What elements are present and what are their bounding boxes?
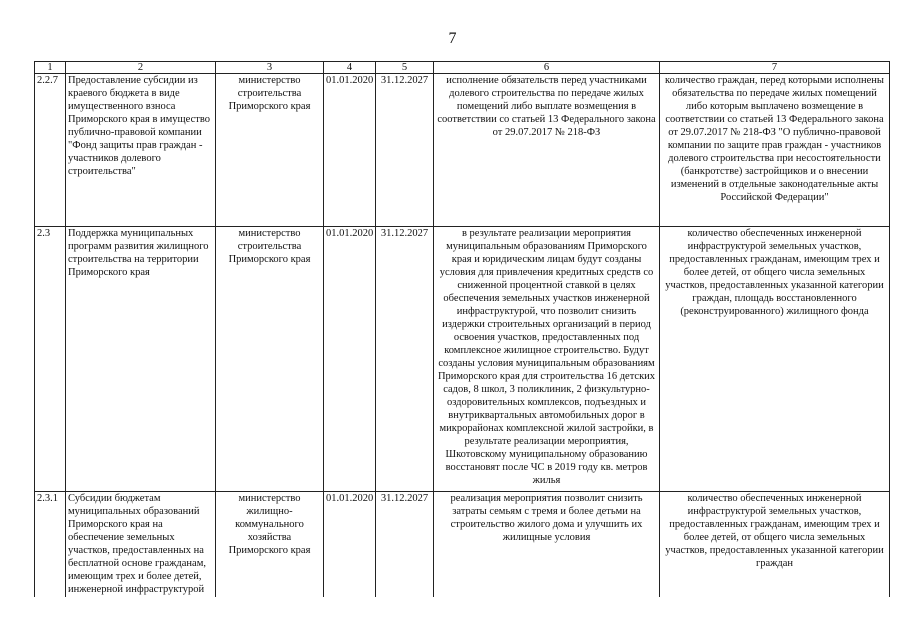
end-date: 31.12.2027	[376, 227, 434, 492]
row-number: 2.2.7	[35, 74, 66, 227]
expected-result: в результате реализации мероприятия муниципальным образованиям Приморского края и юридическим лицам будут созданы условия для привлечения кредитных средств со сниженной процентной ставкой в целях обеспечения земельных участков инженерной инфраструктурой, что позволит снизить издержки строительных организаций в период освоения участков, предоставленных под комплексное жилищное строительство. Будут созданы условия муниципальным образованиям Приморского края для строительства 16 детских садов, 8 школ, 3 поликлиник, 2 физкультурно-оздоровительных комплексов, подъездных и внутриквартальных автомобильных дорог в микрорайонах комплексной жилой застройки, в результате реализации мероприятия, Шкотовскому муниципальному образованию восстановят после ЧС в 2019 году кв. метров жилья	[434, 227, 660, 492]
table-row	[35, 74, 890, 227]
indicator: количество обеспеченных инженерной инфраструктурой земельных участков, предоставленных гражданам, имеющим трех и более детей, от общего числа земельных участков, предоставленных указанной категории граждан	[660, 492, 890, 598]
responsible-executor: министерство строительства Приморского края	[216, 74, 324, 227]
column-header-5: 5	[376, 62, 434, 74]
start-date: 01.01.2020	[324, 74, 376, 227]
end-date: 31.12.2027	[376, 492, 434, 598]
indicator: количество обеспеченных инженерной инфраструктурой земельных участков, предоставленных гражданам, имеющим трех и более детей, от общего числа земельных участков, предоставленных указанной категории граждан, площадь восстановленного (реконструированного) жилищного фонда	[660, 227, 890, 492]
activity-name: Субсидии бюджетам муниципальных образований Приморского края на обеспечение земельных участков, предоставленных на бесплатной основе гражданам, имеющим трех и более детей, инженерной инфраструктурой	[66, 492, 216, 598]
start-date: 01.01.2020	[324, 492, 376, 598]
start-date: 01.01.2020	[324, 227, 376, 492]
row-number: 2.3	[35, 227, 66, 492]
program-activities-table	[34, 61, 890, 597]
table-row	[35, 492, 890, 598]
activity-name: Поддержка муниципальных программ развития жилищного строительства на территории Приморского края	[66, 227, 216, 492]
end-date: 31.12.2027	[376, 74, 434, 227]
column-header-2: 2	[66, 62, 216, 74]
responsible-executor: министерство строительства Приморского края	[216, 227, 324, 492]
column-header-6: 6	[434, 62, 660, 74]
row-number: 2.3.1	[35, 492, 66, 598]
column-header-3: 3	[216, 62, 324, 74]
table-header-row	[35, 62, 890, 74]
responsible-executor: министерство жилищно-коммунального хозяйства Приморского края	[216, 492, 324, 598]
expected-result: исполнение обязательств перед участниками долевого строительства по передаче жилых помещений либо выплате возмещения в соответствии со статьей 13 Федерального закона от 29.07.2017 № 218-ФЗ	[434, 74, 660, 227]
indicator: количество граждан, перед которыми исполнены обязательства по передаче жилых помещений либо которым выплачено возмещение в соответствии со статьей 13 Федерального закона от 29.07.2017 № 218-ФЗ "О публично-правовой компании по защите прав граждан - участников долевого строительства при несостоятельности (банкротстве) застройщиков и о внесении изменений в отдельные законодательные акты Российской Федерации"	[660, 74, 890, 227]
column-header-7: 7	[660, 62, 890, 74]
activity-name: Предоставление субсидии из краевого бюджета в виде имущественного взноса Приморского края в имущество публично-правовой компании "Фонд защиты прав граждан - участников долевого строительства"	[66, 74, 216, 227]
page-number: 7	[448, 30, 457, 47]
column-header-1: 1	[35, 62, 66, 74]
expected-result: реализация мероприятия позволит снизить затраты семьям с тремя и более детьми на строительство жилого дома и улучшить их жилищные условия	[434, 492, 660, 598]
table-row	[35, 227, 890, 492]
column-header-4: 4	[324, 62, 376, 74]
